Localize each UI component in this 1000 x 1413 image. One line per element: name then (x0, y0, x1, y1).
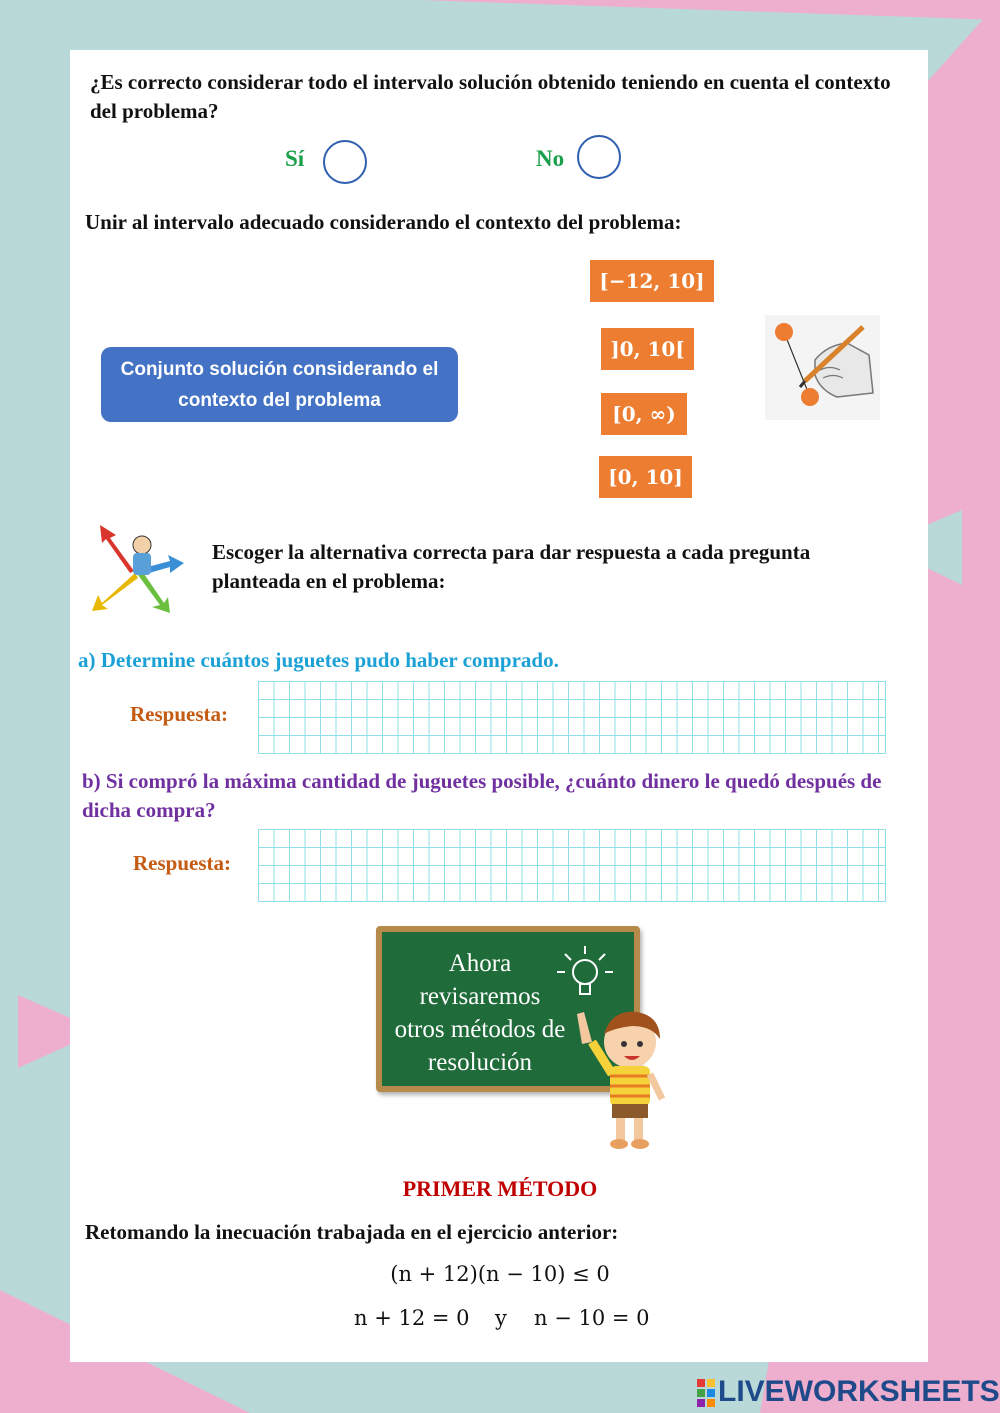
decision-arrows-icon (90, 523, 185, 613)
boy-pointing-illustration (572, 1004, 667, 1154)
equation-connector: y (495, 1306, 507, 1330)
chalkboard-line-4: resolución (427, 1049, 533, 1076)
method-title: PRIMER MÉTODO (402, 1176, 598, 1201)
interval-option-3[interactable]: [0, ∞) (601, 393, 687, 435)
option-yes-label: Sí (285, 146, 305, 171)
interval-option-4[interactable]: [0, 10] (599, 456, 692, 498)
interval-option-2[interactable]: ]0, 10[ (601, 328, 694, 370)
option-yes-radio[interactable] (323, 140, 367, 184)
method-intro: Retomando la inecuación trabajada en el ejercicio anterior: (85, 1220, 619, 1244)
answer-b-field[interactable] (258, 829, 886, 902)
question-1-text: ¿Es correcto considerar todo el intervalo solución obtenido teniendo en cuenta el contexto del problema? (90, 70, 891, 123)
chalkboard-line-1: Ahora (448, 950, 512, 977)
matching-instruction: Unir al intervalo adecuado considerando el contexto del problema: (85, 210, 682, 234)
hand-drawing-icon (765, 315, 880, 420)
question-b-text: b) Si compró la máxima cantidad de juguetes posible, ¿cuánto dinero le quedó después de dicha compra? (82, 769, 882, 822)
lightbulb-icon (553, 942, 618, 1004)
chalkboard-line-2: revisaremos (419, 983, 541, 1010)
answer-a-label: Respuesta: (130, 702, 228, 726)
option-no-radio[interactable] (577, 135, 621, 179)
liveworksheets-brand[interactable]: LIVEWORKSHEETS (718, 1375, 1000, 1408)
answer-b-label: Respuesta: (133, 851, 231, 875)
choose-instruction: Escoger la alternativa correcta para dar respuesta a cada pregunta planteada en el problema: (212, 540, 811, 593)
chalkboard-line-3: otros métodos de (394, 1016, 566, 1043)
question-a-text: a) Determine cuántos juguetes pudo haber comprado. (78, 648, 559, 672)
answer-a-field[interactable] (258, 681, 886, 754)
option-no-label: No (536, 146, 565, 171)
solution-set-box[interactable] (101, 347, 458, 422)
interval-option-1[interactable]: [−12, 10] (590, 260, 714, 302)
equation-right: n − 10 = 0 (534, 1306, 650, 1330)
equation-left: n + 12 = 0 (354, 1306, 470, 1330)
solution-set-label: Conjunto solución considerando el contexto del problema (120, 358, 439, 411)
inequality: (n + 12)(n − 10) ≤ 0 (390, 1262, 610, 1286)
